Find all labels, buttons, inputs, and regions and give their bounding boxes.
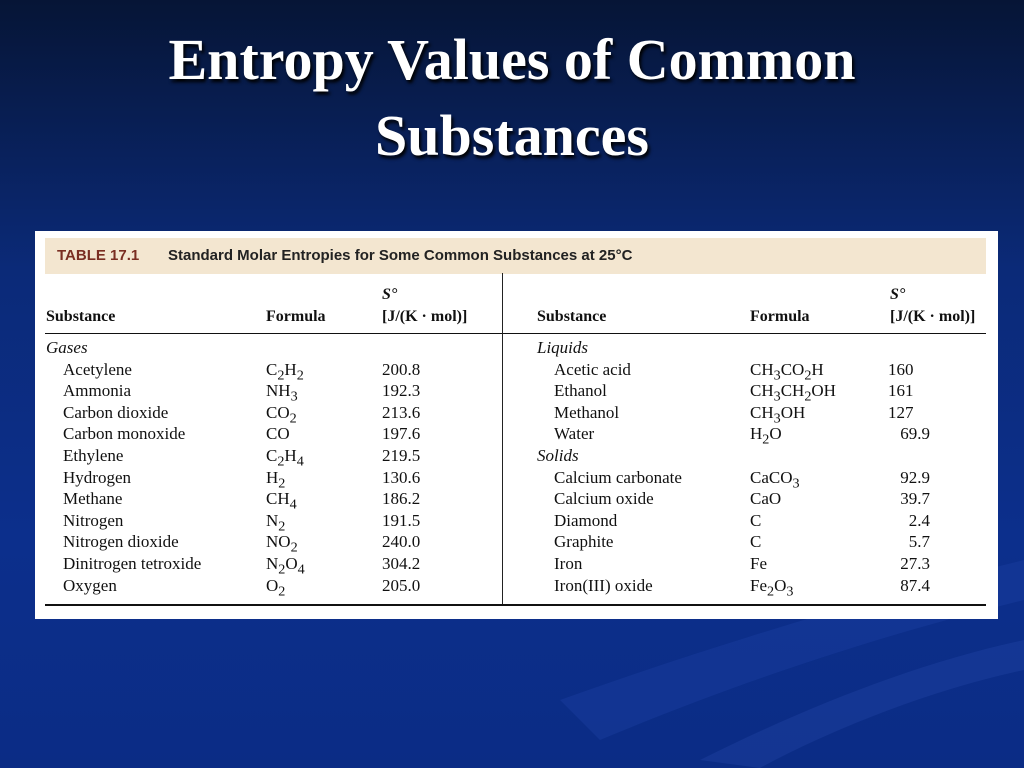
entropy-value: 127 [888,402,914,422]
substance-name: Ethylene [63,446,124,465]
entropy-value: 130.6 [382,467,421,487]
substance-name: Dinitrogen tetroxide [63,554,202,573]
substance-formula: Fe [750,554,767,573]
entropy-value: 200.8 [382,359,421,379]
category-label: Liquids [537,338,589,357]
table-caption-text: Standard Molar Entropies for Some Common Substances at 25°C [168,247,633,264]
entropy-value: 192.3 [382,381,421,401]
substance-name: Water [554,424,595,444]
substance-name: Carbon monoxide [63,424,186,444]
entropy-table [35,231,998,619]
header-formula-left: Formula [266,308,326,325]
slide-title [0,22,1024,174]
header-substance-right: Substance [537,308,607,325]
entropy-value: 161 [888,381,914,401]
header-s-symbol-left: S° [382,286,398,303]
substance-name: Graphite [554,532,614,552]
entropy-value: 92.9 [900,467,930,487]
slide-title-line-2: Substances [375,103,649,168]
entropy-value: 69.9 [900,424,930,444]
substance-name: Hydrogen [63,467,131,487]
table-number: TABLE 17.1 [57,247,140,264]
entropy-value: 213.6 [382,402,421,422]
substance-name: Ethanol [554,381,607,401]
substance-name: Iron(III) oxide [554,575,653,595]
substance-formula: CaO [750,489,782,509]
entropy-value: 27.3 [900,554,930,573]
entropy-value: 87.4 [900,575,930,595]
substance-formula: $NH_3$ [266,381,298,405]
substance-formula: $C_2H_2$ [266,359,304,383]
substance-formula: $Fe_2O_3$ [750,575,794,599]
substance-name: Iron [554,554,583,573]
slide-title-line-1: Entropy Values of Common [168,27,856,92]
substance-formula: CO [266,424,290,444]
header-formula-right: Formula [750,308,810,325]
entropy-value: 191.5 [382,510,421,530]
substance-formula: $N_2O_4$ [266,554,305,578]
header-s-symbol-right: S° [890,286,906,303]
substance-name: Oxygen [63,575,117,595]
category-label: Gases [46,338,88,357]
header-substance-left: Substance [46,308,116,325]
substance-formula: C [750,532,762,552]
table-caption [45,238,986,274]
substance-formula: $N_2$ [266,510,286,535]
substance-name: Calcium oxide [554,489,654,509]
substance-name: Methanol [554,402,620,422]
column-divider [502,273,503,604]
entropy-value: 186.2 [382,489,421,509]
entropy-value: 205.0 [382,575,421,595]
substance-formula: $CH_3OH$ [750,402,806,427]
header-rule [45,333,986,334]
substance-formula: $H_2O$ [750,424,782,448]
substance-formula: $CH_4$ [266,489,297,513]
category-label: Solids [537,446,579,465]
substance-formula: $CO_2$ [266,402,297,427]
entropy-value: 5.7 [908,532,930,552]
substance-name: Methane [63,489,123,509]
substance-name: Nitrogen [63,510,124,530]
substance-name: Diamond [554,510,618,530]
substance-formula: $H_2$ [266,467,286,491]
substance-name: Carbon dioxide [63,402,169,422]
substance-name: Calcium carbonate [554,467,682,487]
entropy-value: 219.5 [382,446,421,465]
substance-formula: $CH_3CH_2OH$ [750,381,836,405]
substance-formula: $NO_2$ [266,532,298,556]
header-s-units-right: [J/(K · mol)] [890,308,976,325]
substance-formula: C [750,510,762,530]
bottom-rule [45,604,986,606]
substance-formula: $C_2H_4$ [266,446,304,470]
substance-name: Acetylene [63,359,132,379]
entropy-value: 2.4 [908,510,930,530]
substance-formula: $CH_3CO_2H$ [750,359,824,383]
entropy-value: 197.6 [382,424,421,444]
entropy-value: 240.0 [382,532,421,552]
entropy-value: 39.7 [900,489,930,509]
substance-name: Nitrogen dioxide [63,532,179,552]
substance-formula: $O_2$ [266,575,286,599]
header-s-units-left: [J/(K · mol)] [382,308,468,325]
substance-name: Acetic acid [554,359,631,379]
entropy-value: 160 [888,359,914,379]
substance-formula: CaCO$_3$ [750,467,800,491]
substance-name: Ammonia [63,381,131,401]
entropy-value: 304.2 [382,554,421,573]
